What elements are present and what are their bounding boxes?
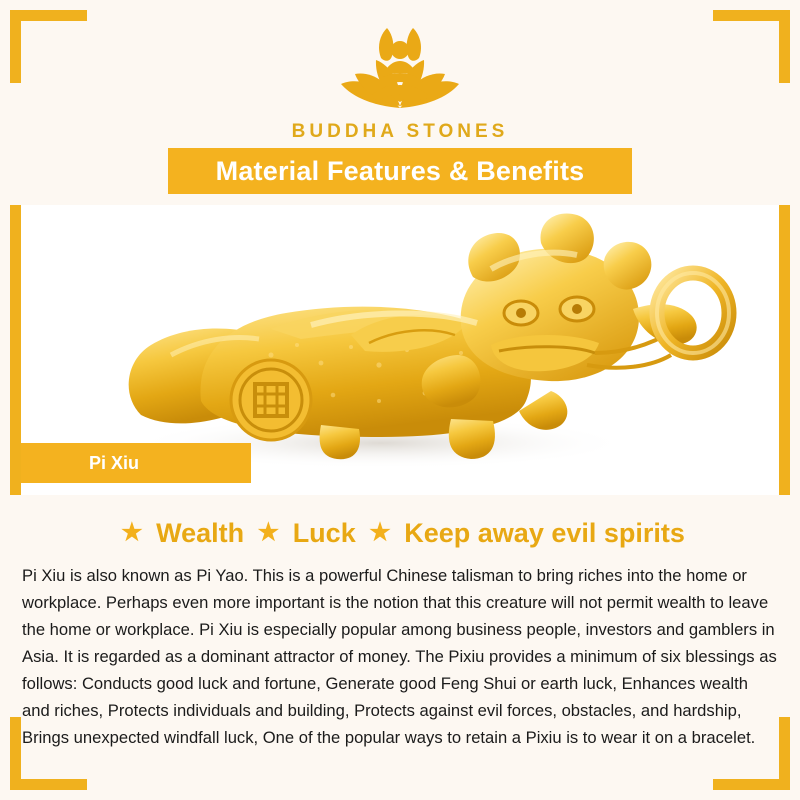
product-caption-bar <box>21 443 251 483</box>
star-icon: ★ <box>257 519 280 546</box>
brand-logo-block <box>0 22 800 143</box>
product-caption: Pi Xiu <box>89 452 140 473</box>
benefit-item-luck: Luck <box>292 518 356 548</box>
benefits-headline <box>0 518 800 549</box>
description-paragraph: Pi Xiu is also known as Pi Yao. This is a powerful Chinese talisman to bring riches into the home or workplace. Perhaps even more important is the notion that this creature will not permit wealth to leave the home or workplace. Pi Xiu is especially popular among business people, investors and gamblers in Asia. It is regarded as a dominant attractor of money. The Pixiu provides a minimum of six blessings as follows: Conducts good luck and fortune, Generate good Feng Shui or earth luck, Enhances wealth and riches, Protects individuals and building, Protects against evil forces, obstacles, and hardship, Brings unexpected windfall luck, One of the popular ways to retain a Pixiu is to wear it on a bracelet. <box>22 566 777 747</box>
benefit-item-keep-away-evil-spirits: Keep away evil spirits <box>404 518 685 548</box>
lotus-meditation-figure-icon <box>305 22 495 114</box>
side-bar-right <box>779 205 790 495</box>
brand-name: BUDDHA STONES <box>291 121 509 142</box>
page-title: Material Features & Benefits <box>215 155 585 186</box>
side-bar-left <box>10 205 21 495</box>
star-icon: ★ <box>121 519 143 546</box>
benefit-item-wealth: Wealth <box>156 518 245 548</box>
section-title-banner <box>168 148 632 194</box>
star-icon: ★ <box>369 519 391 546</box>
